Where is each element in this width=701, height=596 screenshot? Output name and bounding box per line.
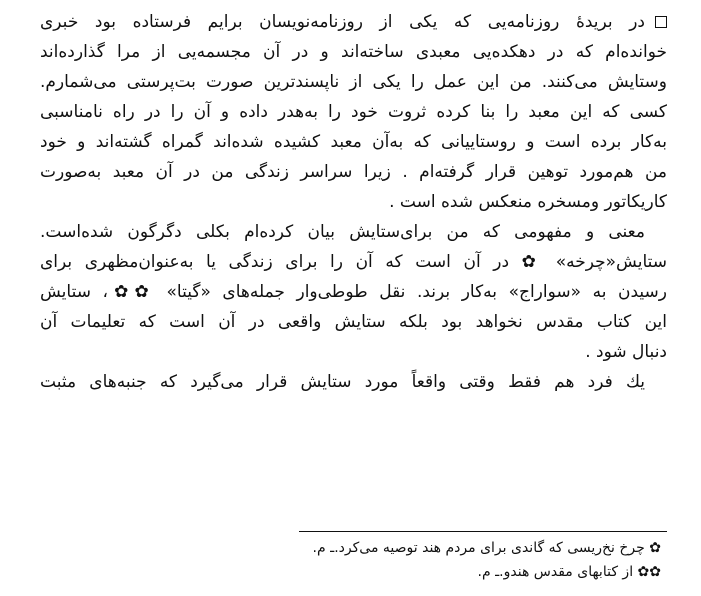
body-line: دنبال شود . [585,342,667,362]
body-line: به‌کار برده است و روستاییانی که به‌آن معبد کشیده شده‌اند گمراه گشته‌اند و خود [40,132,667,152]
body-line: این کتاب مقدس نخواهد بود بلکه ستایش واقعی در آن است که تعلیمات آن [40,312,667,332]
footnote-separator [299,531,667,532]
body-line: یك فرد هم فقط وقتی واقعاً مورد ستایش قرار می‌گیرد که جنبه‌های مثبت [40,372,645,392]
body-line: ستایش«چرخه» ✿ در آن است که آن را برای زندگی یا به‌عنوان‌مظهری برای [40,252,667,272]
body-line: وستایش می‌کنند. من این عمل را یکی از ناپسندترین صورت بت‌پرستی می‌شمارم. [40,72,667,92]
body-line: من هم‌مورد توهین قرار گرفته‌ام . زیرا سراسر زندگی من در آن معبد به‌صورت [40,162,667,182]
checkbox-square-icon [655,16,667,28]
body-line: در بریدهٔ روزنامه‌یی که یکی از روزنامه‌نویسان برایم فرستاده بود خبری [40,7,667,37]
body-line: کسی که این معبد را بنا کرده ثروت خود را به‌هدر داده و آن را در راه نامناسبی [40,102,667,122]
body-line: خوانده‌ام که در دهکده‌یی معبدی ساخته‌اند و در آن مجسمه‌یی از مرا گذارده‌اند [40,42,667,62]
footnote: ✿ چرخ نخ‌ریسی که گاندی برای مردم هند توصیه می‌کرد.ـ م. [312,540,661,556]
body-line: معنی و مفهومی که من برای‌ستایش بیان کرده‌ام بکلی دگرگون شده‌است. [40,222,645,242]
body-line: رسیدن به «سواراج» به‌کار برند. نقل طوطی‌وار جمله‌های «گیتا» ✿✿، ستایش [40,282,667,302]
footnote: ✿✿ از کتابهای مقدس هندو.ـ م. [477,564,661,580]
body-line: کاریکاتور ومسخره منعکس شده است . [389,192,667,212]
